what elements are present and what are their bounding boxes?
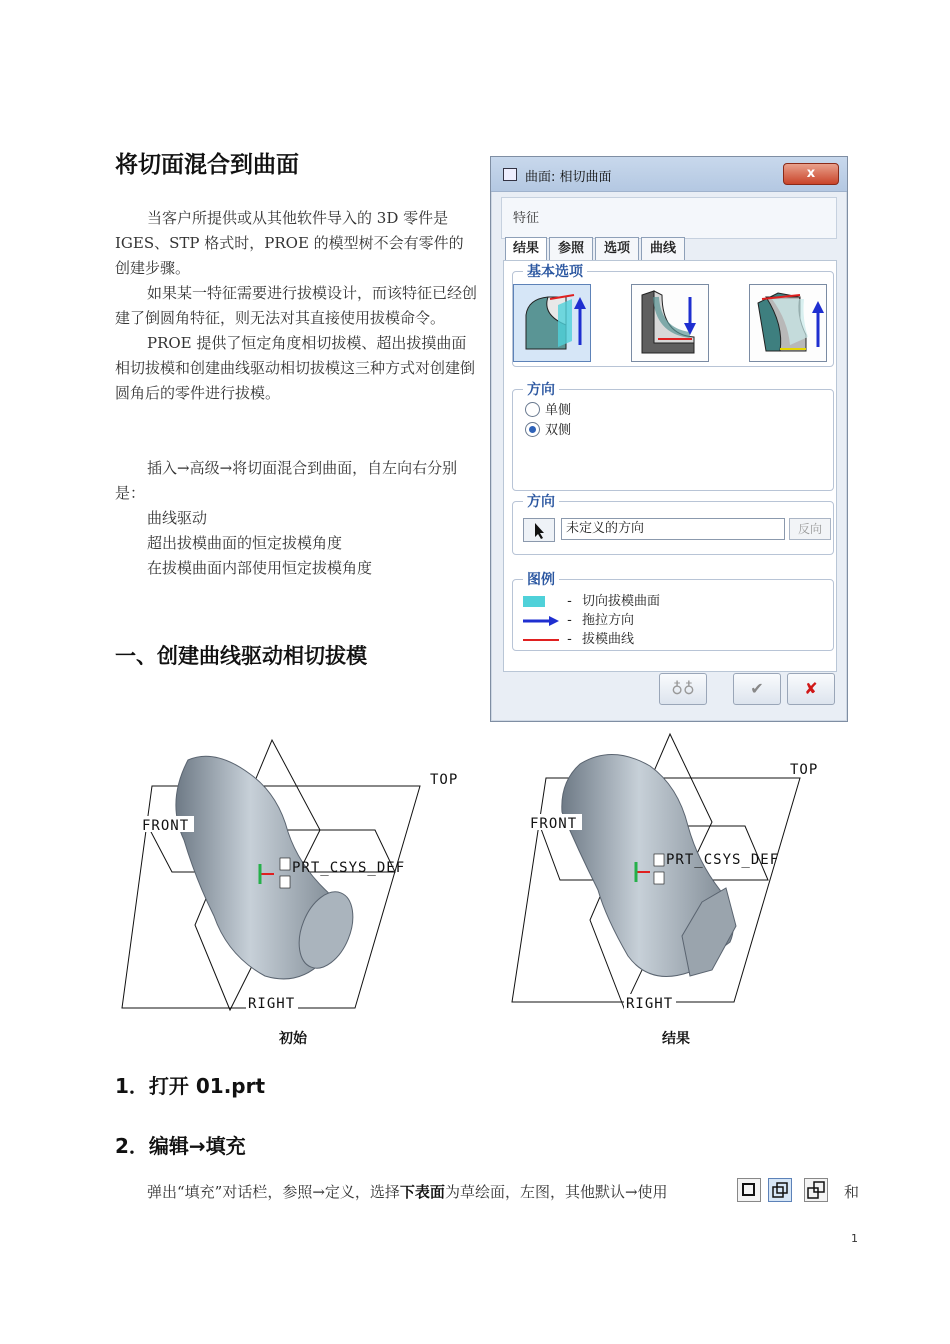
tab-curves[interactable]: 曲线 — [641, 237, 685, 260]
right-plane-label: RIGHT — [248, 996, 296, 1012]
right-plane-label: RIGHT — [626, 996, 674, 1012]
front-plane-label: FRONT — [142, 818, 190, 834]
result-panel — [503, 260, 837, 672]
step-2: 2．编辑→填充 — [115, 1134, 246, 1158]
intro-paragraph-2: 如果某一特征需要进行拔模设计，而该特征已经创建了倒圆角特征，则无法对其直接使用拔模命令。 — [115, 284, 478, 327]
beyond-surface-icon — [632, 285, 708, 361]
list-item: 在拔模曲面内部使用恒定拔模角度 — [147, 559, 373, 577]
legend-group — [512, 572, 834, 651]
beyond-surface-option-button[interactable] — [631, 284, 709, 362]
legend-title: 图例 — [523, 569, 559, 589]
top-plane-label: TOP — [430, 772, 459, 788]
legend-row-surface — [523, 590, 660, 609]
curve-swatch — [523, 639, 559, 641]
tab-result[interactable]: 结果 — [505, 237, 547, 262]
curve-driven-option-button[interactable] — [513, 284, 591, 362]
surface-swatch — [523, 596, 545, 607]
arrow-right-icon — [523, 615, 559, 627]
page-title: 将切面混合到曲面 — [115, 152, 299, 178]
step-3-pre: 弹出“填充”对话栏，参照→定义，选择 — [147, 1183, 400, 1201]
tab-options[interactable]: 选项 — [595, 237, 639, 260]
menu-path-paragraph: 插入→高级→将切面混合到曲面，自左向右分别是： — [115, 459, 458, 502]
step-3-bold: 下表面 — [399, 1183, 445, 1201]
legend-row-curve — [523, 628, 634, 647]
double-side-radio[interactable] — [525, 422, 540, 437]
initial-caption: 初始 — [279, 1031, 307, 1047]
list-item: 超出拔模曲面的恒定拔模角度 — [147, 534, 343, 552]
legend-row-direction — [523, 609, 634, 628]
cancel-button[interactable]: ✘ — [787, 673, 835, 705]
dialog-title: 曲面: 相切曲面 — [525, 170, 612, 185]
section-heading: 一、创建曲线驱动相切拔模 — [115, 644, 367, 668]
legend-label: 切向拔模曲面 — [581, 594, 660, 609]
legend-dash: - — [567, 632, 572, 647]
legend-label: 拖拉方向 — [581, 613, 634, 628]
inside-surface-option-button[interactable] — [749, 284, 827, 362]
csys-label: PRT_CSYS_DEF — [666, 852, 780, 868]
cursor-arrow-icon — [524, 519, 554, 541]
basic-options-title: 基本选项 — [523, 261, 587, 281]
ok-button[interactable]: ✔ — [733, 673, 781, 705]
page-number: 1 — [851, 1232, 858, 1245]
list-item: 曲线驱动 — [147, 509, 208, 527]
intro-text — [115, 206, 477, 406]
front-plane-label: FRONT — [530, 816, 578, 832]
direction-radio-group — [512, 382, 834, 491]
direction-select-title: 方向 — [523, 491, 559, 511]
inside-surface-icon — [750, 285, 826, 361]
step-3-text — [147, 1180, 732, 1205]
initial-model-figure — [110, 730, 470, 1020]
sketch-offset-icon[interactable] — [768, 1178, 792, 1202]
tab-reference[interactable]: 参照 — [549, 237, 593, 260]
single-side-label: 单侧 — [545, 403, 572, 418]
close-button[interactable]: x — [783, 163, 839, 185]
double-side-label: 双侧 — [545, 423, 572, 438]
sketch-reference-icon[interactable] — [804, 1178, 828, 1202]
step-3-end: 和 — [844, 1183, 860, 1201]
feature-label: 特征 — [513, 211, 540, 226]
sketch-plane-icon[interactable] — [737, 1178, 761, 1202]
direction-select-group — [512, 494, 834, 555]
select-direction-button[interactable] — [523, 518, 555, 542]
curve-driven-icon — [514, 285, 590, 361]
legend-dash: - — [567, 613, 572, 628]
intro-paragraph-1: 当客户所提供或从其他软件导入的 3D 零件是 IGES、STP 格式时，PROE 的模型树不会有零件的创建步骤。 — [115, 209, 464, 277]
feature-bar — [501, 197, 837, 239]
result-caption: 结果 — [662, 1031, 690, 1047]
intro-paragraph-3: PROE 提供了恒定角度相切拔模、超出拔摸曲面相切拔模和创建曲线驱动相切拔模这三种方式对创建倒圆角后的零件进行拔模。 — [115, 334, 476, 402]
step-3-post: 为草绘面，左图，其他默认→使用 — [444, 1183, 668, 1201]
basic-options-group — [512, 264, 834, 367]
legend-label: 拔模曲线 — [581, 632, 634, 647]
csys-label: PRT_CSYS_DEF — [292, 860, 406, 876]
legend-dash: - — [567, 594, 572, 609]
direction-reference-field[interactable]: 未定义的方向 — [561, 518, 785, 540]
dialog-titlebar[interactable] — [491, 157, 847, 192]
step-1: 1．打开 01.prt — [115, 1074, 266, 1098]
result-model-figure — [500, 730, 860, 1020]
preview-button[interactable]: ♁♁ — [659, 673, 707, 705]
menu-path-text — [115, 456, 477, 506]
window-icon — [503, 168, 517, 181]
single-side-radio[interactable] — [525, 402, 540, 417]
direction-group-title: 方向 — [523, 379, 559, 399]
top-plane-label: TOP — [790, 762, 819, 778]
tangent-surface-dialog — [490, 156, 848, 722]
reverse-button[interactable]: 反向 — [789, 518, 831, 540]
